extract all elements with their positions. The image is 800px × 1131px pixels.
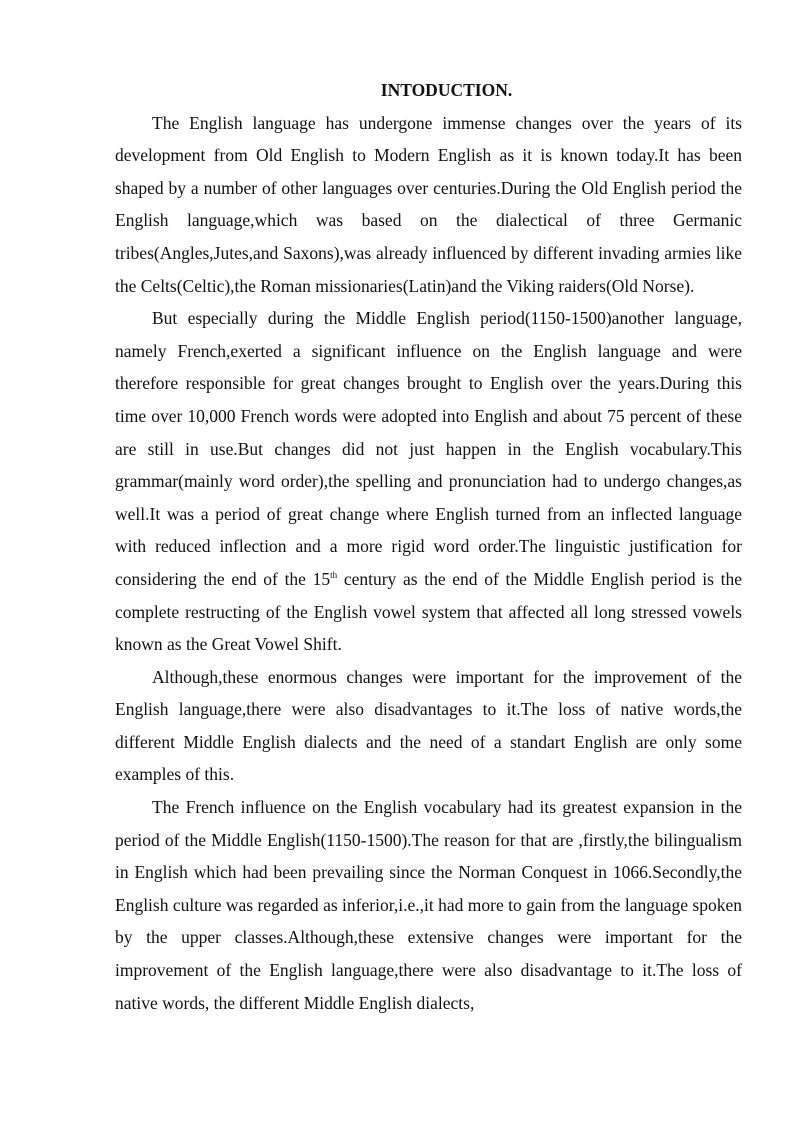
paragraph-3: Although,these enormous changes were important for the improvement of the English language,there were also disadvantages to it.The loss of native words,the different Middle English dialects and the need of a standart English are only some examples of this.: [115, 666, 742, 785]
paragraph-2: [115, 302, 742, 661]
paragraph-2-text-before-sup: But especially during the Middle English period(1150-1500)another language, namely French,exerted a significant influence on the English language and were therefore responsible for great changes brought to English over the years.During this time over 10,000 French words were adopted into English and about 75 percent of these are still in use.But changes did not just happen in the English vocabulary.This grammar(mainly word order),the spelling and pronunciation had to undergo changes,as well.It was a period of great change where English turned from an inflected language with reduced inflection and a more rigid word order.The linguistic justification for considering the end of the 15: [115, 308, 742, 589]
ordinal-superscript: th: [330, 569, 338, 580]
paragraph-2-text-after-sup: century as the end of the Middle English period is the complete restructing of the English vowel system that affected all long stressed vowels known as the Great Vowel Shift.: [115, 568, 742, 655]
paragraph-1: The English language has undergone immense changes over the years of its development from Old English to Modern English as it is known today.It has been shaped by a number of other languages over centuries.During the Old English period the English language,which was based on the dialectical of three Germanic tribes(Angles,Jutes,and Saxons),was already influenced by different invading armies like the Celts(Celtic),the Roman missionaries(Latin)and the Viking raiders(Old Norse).: [115, 112, 742, 296]
document-title: INTODUCTION.: [380, 80, 513, 100]
paragraph-4: The French influence on the English vocabulary had its greatest expansion in the period of the Middle English(1150-1500).The reason for that are ,firstly,the bilingualism in English which had been prevailing since the Norman Conquest in 1066.Secondly,the English culture was regarded as inferior,i.e.,it had more to gain from the language spoken by the upper classes.Although,these extensive changes were important for the improvement of the English language,there were also disadvantage to it.The loss of native words, the different Middle English dialects,: [115, 797, 742, 1013]
document-body: [115, 74, 742, 1019]
